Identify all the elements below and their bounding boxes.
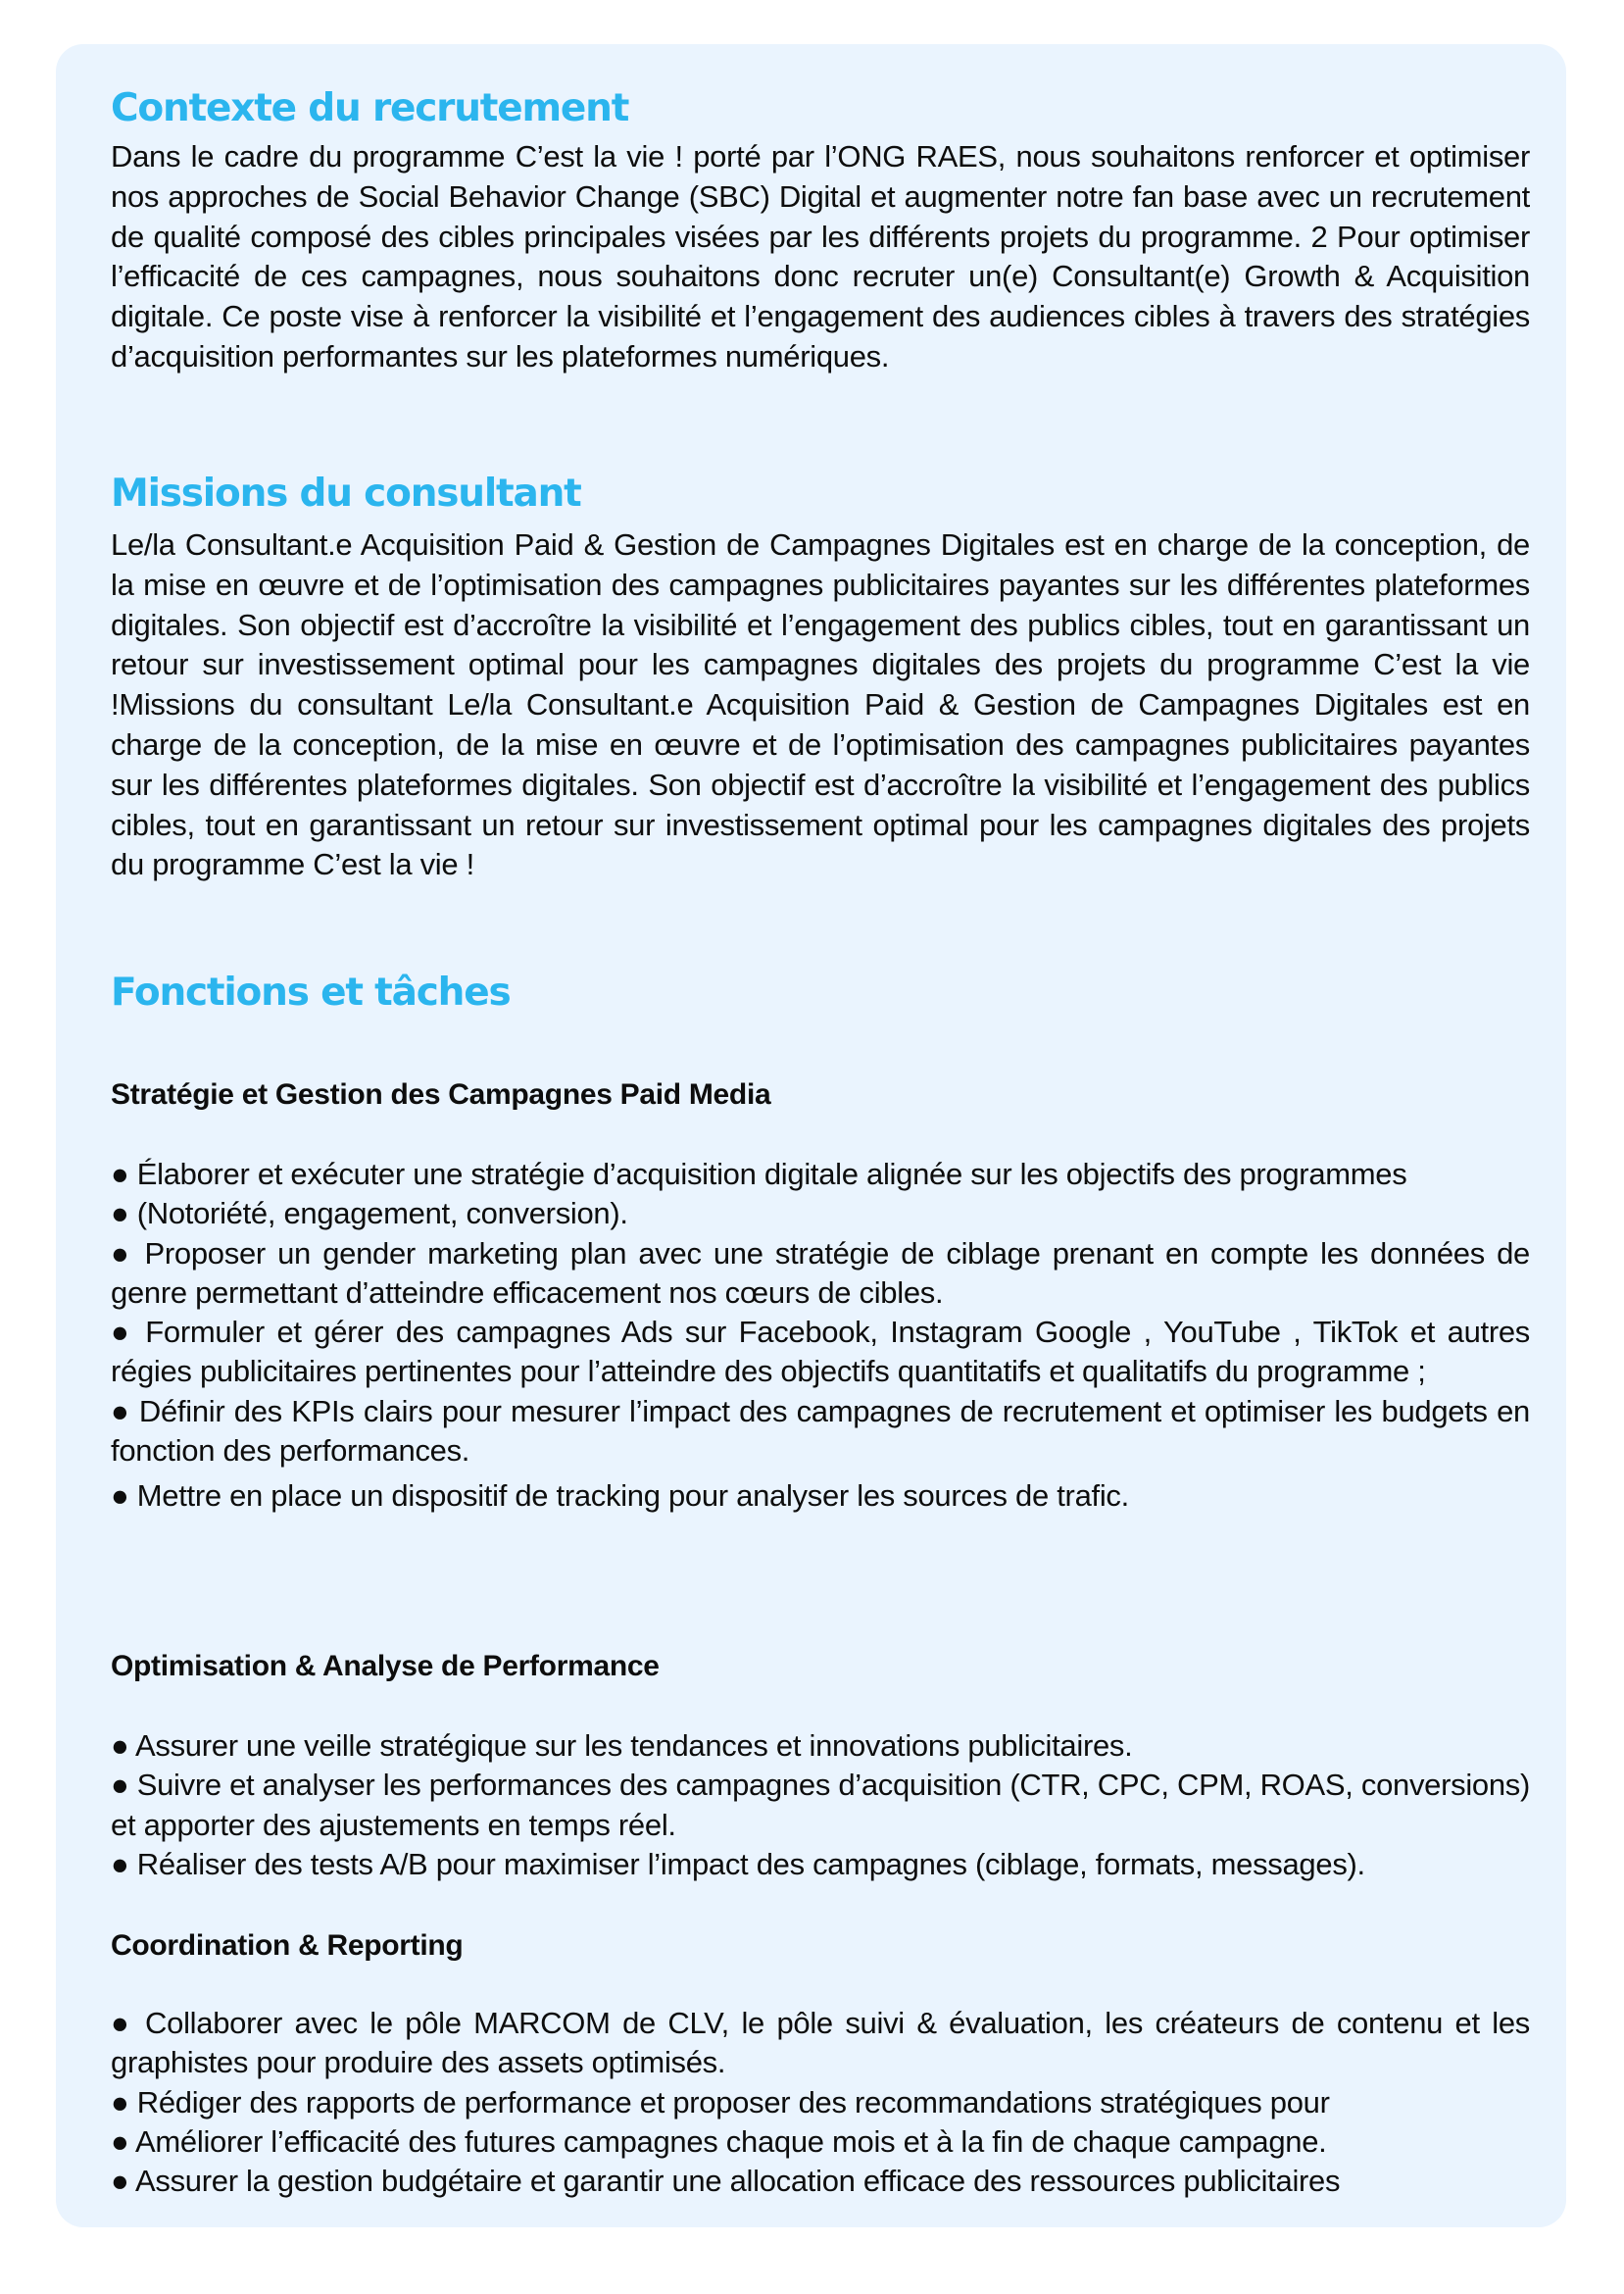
list-item: ● Formuler et gérer des campagnes Ads sur Facebook, Instagram Google , YouTube , TikTok et autres régies publicitaires pertinentes pour l’atteindre des objectifs quantitatifs et qualitatifs du programme ; xyxy=(111,1315,1530,1389)
list-item: ● Améliorer l’efficacité des futures campagnes chaque mois et à la fin de chaque campagne. xyxy=(111,2123,1327,2159)
bullet-list-optimisation xyxy=(111,1726,1530,1884)
subsection-title-optimisation: Optimisation & Analyse de Performance xyxy=(111,1650,660,1682)
subsection-title-strategie: Stratégie et Gestion des Campagnes Paid Media xyxy=(111,1078,771,1111)
section-title-missions: Missions du consultant xyxy=(111,472,581,516)
list-item: ● (Notoriété, engagement, conversion). xyxy=(111,1196,628,1231)
list-item: ● Collaborer avec le pôle MARCOM de CLV, le pôle suivi & évaluation, les créateurs de contenu et les graphistes pour produire des assets optimisés. xyxy=(111,2006,1530,2080)
list-item: ● Rédiger des rapports de performance et proposer des recommandations stratégiques pour xyxy=(111,2084,1330,2119)
paragraph-missions: Le/la Consultant.e Acquisition Paid & Gestion de Campagnes Digitales est en charge de la conception, de la mise en œuvre et de l’optimisation des campagnes publicitaires payantes sur les différentes plateformes digitales. Son objectif est d’accroître la visibilité et l’engagement des publics cibles, tout en garantissant un retour sur investissement optimal pour les campagnes digitales des projets du programme C’est la vie !Missions du consultant Le/la Consultant.e Acquisition Paid & Gestion de Campagnes Digitales est en charge de la conception, de la mise en œuvre et de l’optimisation des campagnes publicitaires payantes sur les différentes plateformes digitales. Son objectif est d’accroître la visibilité et l’engagement des publics cibles, tout en garantissant un retour sur investissement optimal pour les campagnes digitales des projets du programme C’est la vie ! xyxy=(111,527,1530,882)
paragraph-contexte: Dans le cadre du programme C’est la vie ! porté par l’ONG RAES, nous souhaitons renforcer et optimiser nos approches de Social Behavior Change (SBC) Digital et augmenter notre fan base avec un recrutement de qualité composé des cibles principales visées par les différents projets du programme. 2 Pour optimiser l’efficacité de ces campagnes, nous souhaitons donc recruter un(e) Consultant(e) Growth & Acquisition digitale. Ce poste vise à renforcer la visibilité et l’engagement des audiences cibles à travers des stratégies d’acquisition performantes sur les plateformes numériques. xyxy=(111,139,1530,374)
bullet-list-strategie xyxy=(111,1155,1530,1517)
list-item: ● Suivre et analyser les performances des campagnes d’acquisition (CTR, CPC, CPM, ROAS, conversions) et apporter des ajustements en temps réel. xyxy=(111,1768,1531,1842)
list-item: ● Mettre en place un dispositif de tracking pour analyser les sources de trafic. xyxy=(111,1478,1129,1514)
bullet-list-coordination xyxy=(111,2004,1530,2201)
list-item: ● Proposer un gender marketing plan avec une stratégie de ciblage prenant en compte les données de genre permettant d’atteindre efficacement nos cœurs de cibles. xyxy=(111,1235,1530,1310)
subsection-title-coordination: Coordination & Reporting xyxy=(111,1929,464,1962)
list-item: ● Assurer une veille stratégique sur les tendances et innovations publicitaires. xyxy=(111,1728,1133,1763)
section-title-contexte: Contexte du recrutement xyxy=(111,86,629,130)
section-title-fonctions: Fonctions et tâches xyxy=(111,971,511,1015)
list-item: ● Réaliser des tests A/B pour maximiser l’impact des campagnes (ciblage, formats, messages). xyxy=(111,1846,1365,1881)
list-item: ● Définir des KPIs clairs pour mesurer l’impact des campagnes de recrutement et optimiser les budgets en fonction des performances. xyxy=(111,1393,1530,1469)
list-item: ● Élaborer et exécuter une stratégie d’acquisition digitale alignée sur les objectifs des programmes xyxy=(111,1157,1407,1191)
list-item: ● Assurer la gestion budgétaire et garantir une allocation efficace des ressources publicitaires xyxy=(111,2164,1341,2199)
